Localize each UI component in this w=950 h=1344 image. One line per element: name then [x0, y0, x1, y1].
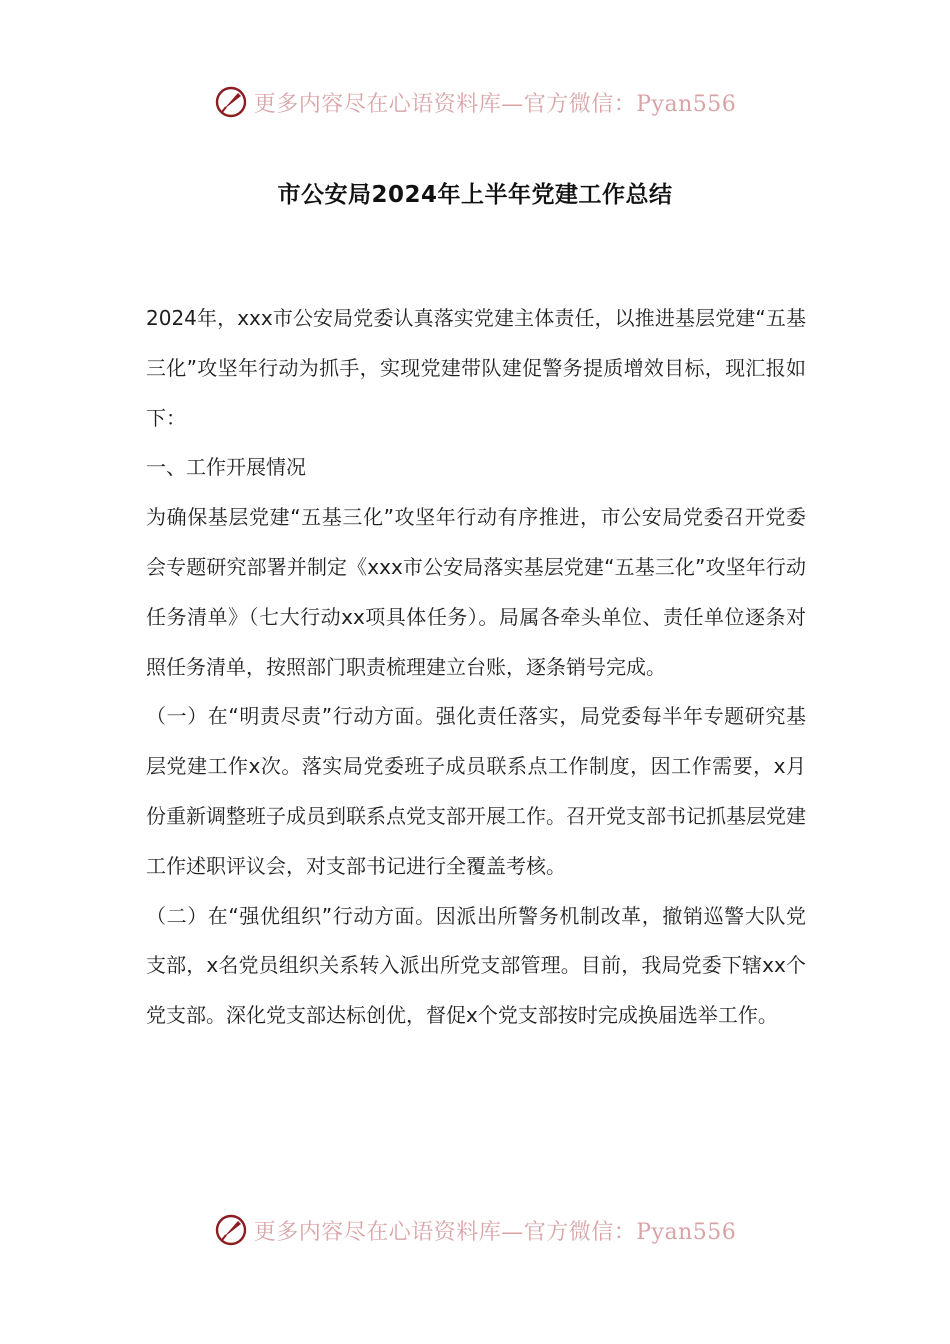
quill-circle-logo-icon	[214, 85, 248, 119]
watermark-text: 更多内容尽在心语资料库—官方微信：Pyan556	[253, 1219, 737, 1245]
quill-circle-logo-icon	[214, 1213, 248, 1247]
watermark-banner-top	[0, 80, 950, 124]
paragraph-intro: 2024年，xxx市公安局党委认真落实党建主体责任，以推进基层党建“五基三化”攻坚年行动为抓手，实现党建带队建促警务提质增效目标，现汇报如下：	[146, 306, 806, 430]
document-title: 市公安局2024年上半年党建工作总结	[277, 182, 673, 208]
watermark-text: 更多内容尽在心语资料库—官方微信：Pyan556	[253, 91, 737, 117]
watermark-banner-bottom	[0, 1208, 950, 1252]
paragraph-item-1: （一）在“明责尽责”行动方面。强化责任落实，局党委每半年专题研究基层党建工作x次。落实局党委班子成员联系点工作制度，因工作需要，x月份重新调整班子成员到联系点党支部开展工作。召开党支部书记抓基层党建工作述职评议会，对支部书记进行全覆盖考核。	[146, 704, 806, 878]
section-heading: 一、工作开展情况	[146, 455, 306, 480]
paragraph-item-2: （二）在“强优组织”行动方面。因派出所警务机制改革，撤销巡警大队党支部，x名党员组织关系转入派出所党支部管理。目前，我局党委下辖xx个党支部。深化党支部达标创优，督促x个党支部按时完成换届选举工作。	[146, 903, 806, 1028]
document-body	[146, 294, 806, 1041]
paragraph-overview: 为确保基层党建“五基三化”攻坚年行动有序推进，市公安局党委召开党委会专题研究部署并制定《xxx市公安局落实基层党建“五基三化”攻坚年行动任务清单》（七大行动xx项具体任务）。局属各牵头单位、责任单位逐条对照任务清单，按照部门职责梳理建立台账，逐条销号完成。	[146, 505, 806, 679]
